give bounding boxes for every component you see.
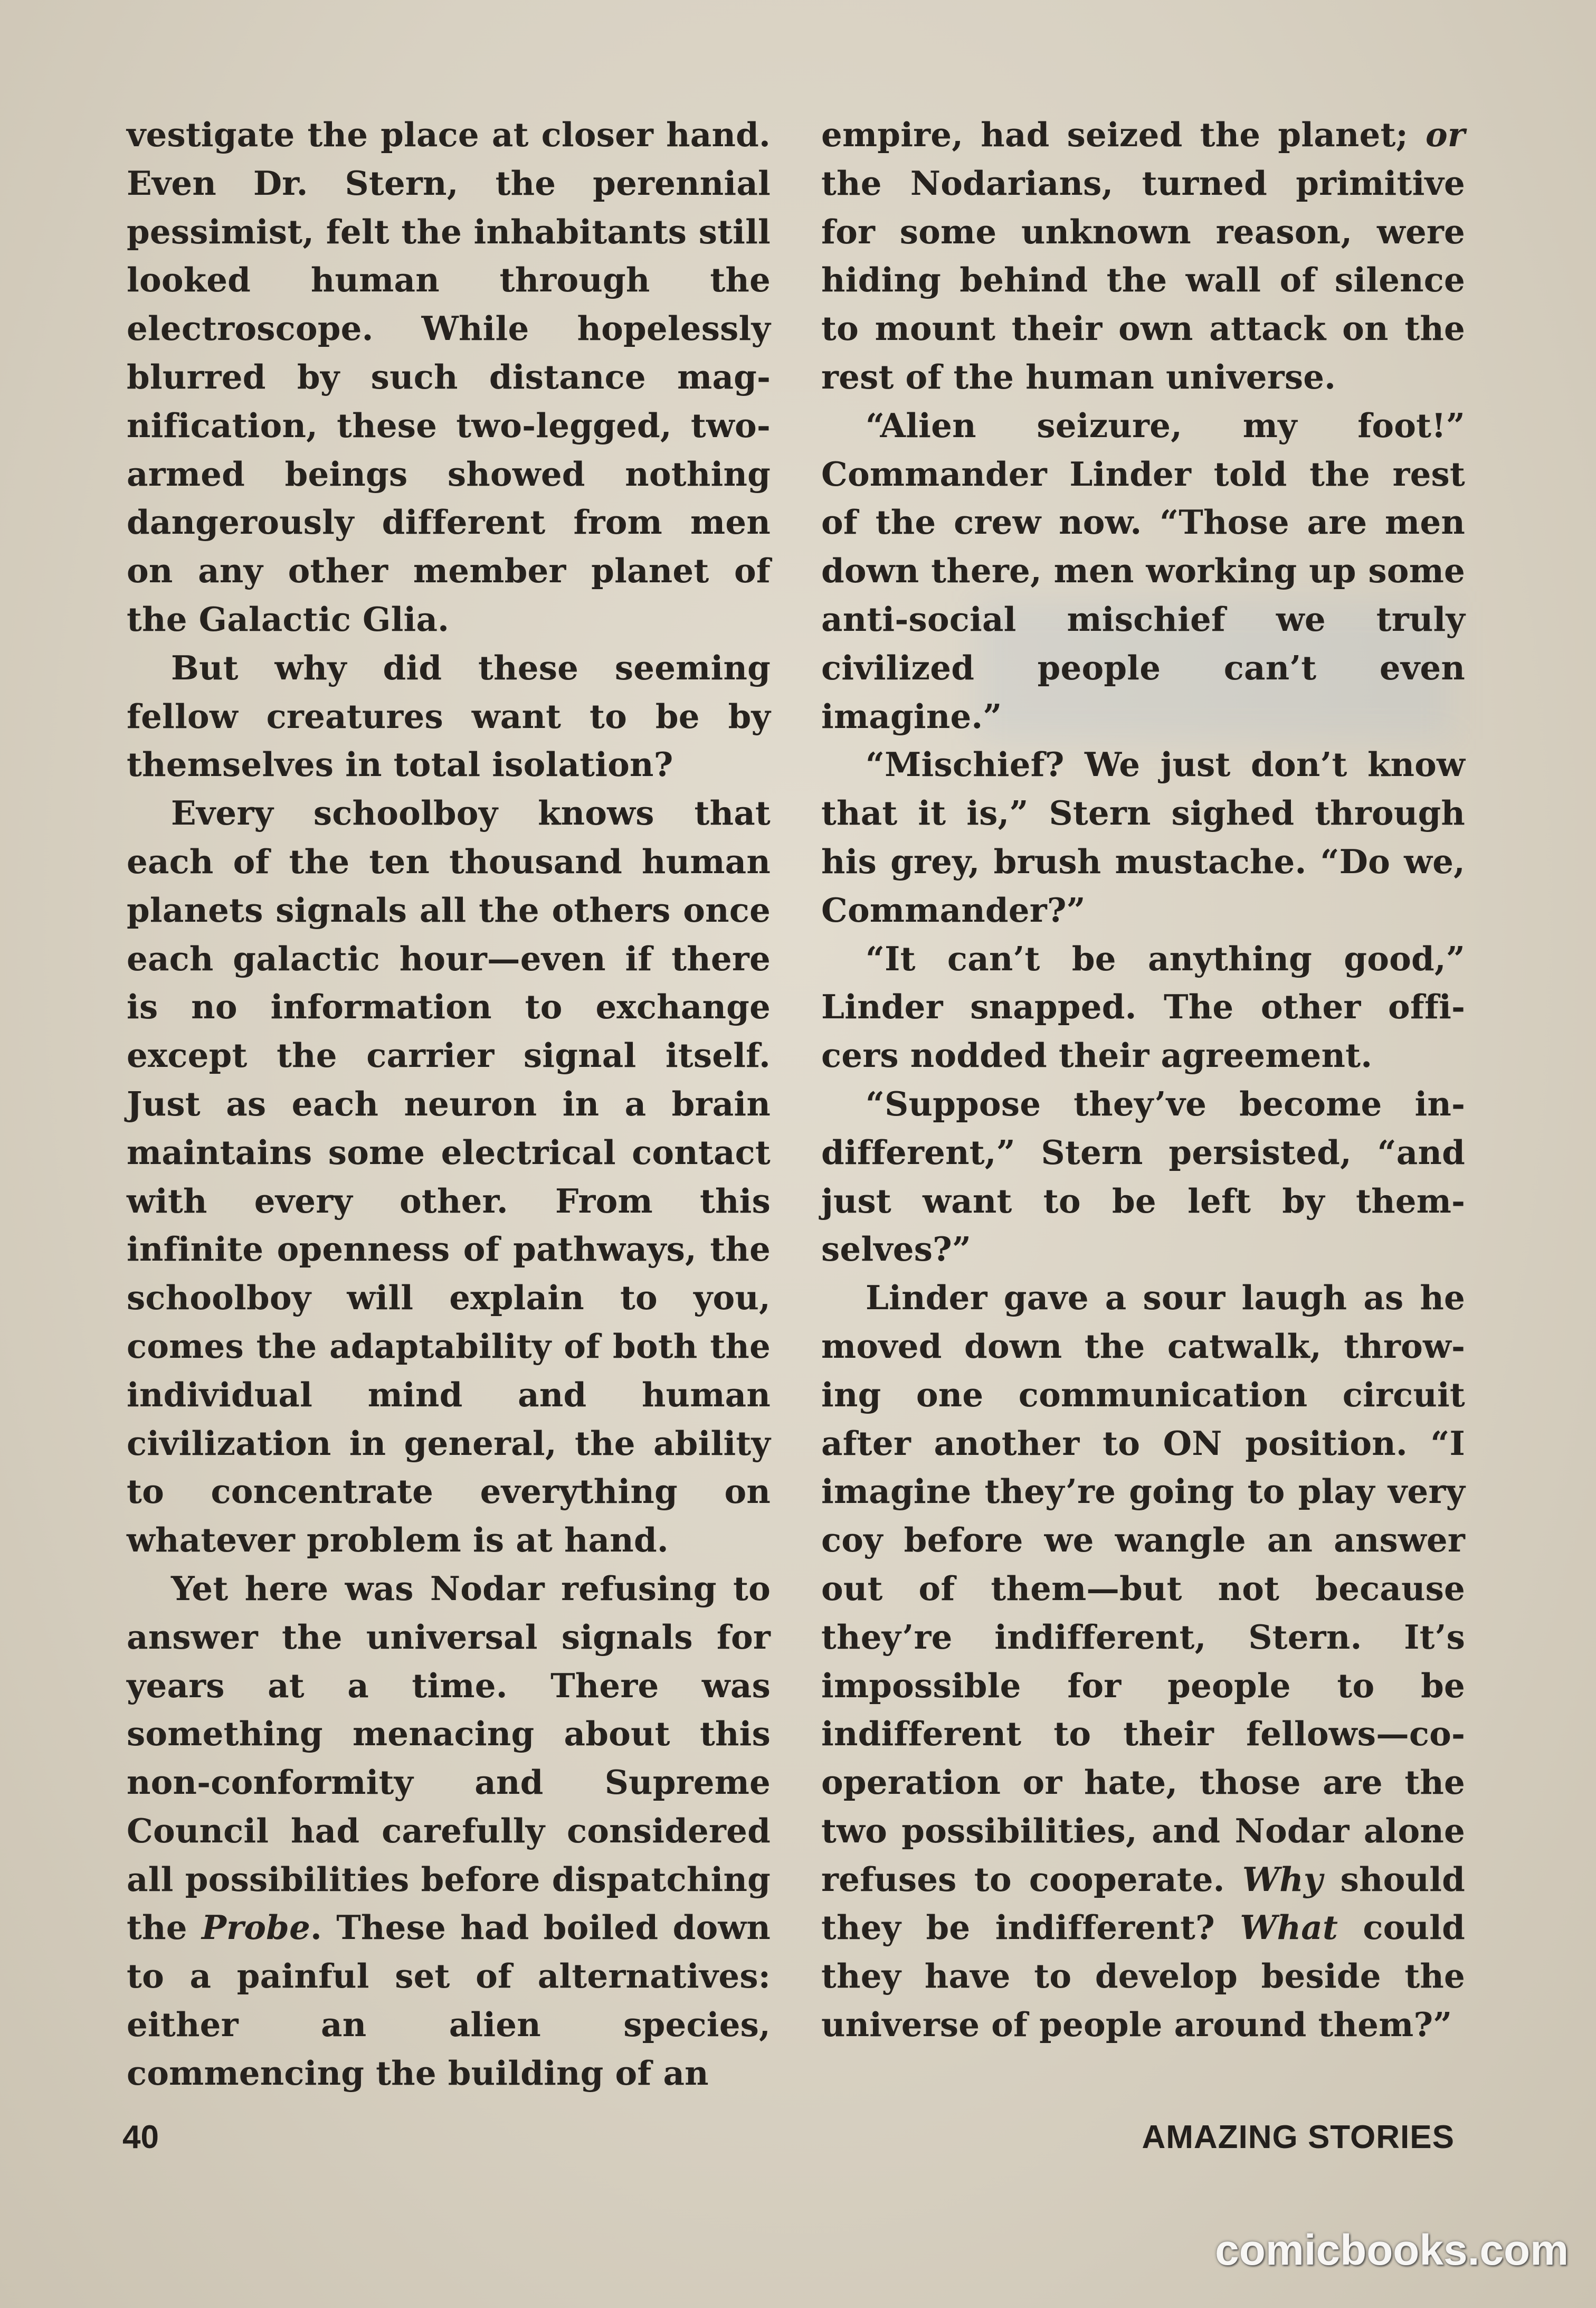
text-run: empire, had seized the planet;	[821, 115, 1426, 154]
text-run: the Nodarians, turned primitive for some unknown reason, were hiding behind the wall of silence to mount their own attack on the rest of the human universe.	[821, 163, 1465, 396]
paragraph	[821, 111, 1465, 402]
right-column	[821, 111, 1465, 2049]
magazine-title: AMAZING STORIES	[1142, 2119, 1455, 2155]
text-run: . These had boiled down to a painful set of alternatives: either an alien species, commencing the building of an	[127, 1908, 771, 2093]
paragraph: Every schoolboy knows that each of the ten thousand human planets signals all the others once each galactic hour—even if there is no information to exchange except the carrier signal itself. Just as each neuron in a brain maintains some electrical contact with every other. From this infinite openness of pathways, the schoolboy will explain to you, comes the adaptability of both the individual mind and human civilization in general, the ability to concentrate everything on whatever problem is at hand.	[127, 793, 771, 1560]
italic-word: or	[1425, 115, 1465, 154]
italic-word: What	[1240, 1908, 1338, 1947]
page-number: 40	[122, 2119, 159, 2155]
paragraph: “It can’t be anything good,” Linder snapped. The other officers nodded their agreement.	[821, 939, 1465, 1075]
watermark: comicbooks.com	[1215, 2226, 1569, 2274]
paragraph: “Mischief? We just don’t know that it is,” Stern sighed through his grey, brush mustache. “Do we, Commander?”	[821, 745, 1465, 930]
left-column	[127, 111, 771, 2098]
text-run: Linder gave a sour laugh as he moved down the catwalk, throwing one communication circuit after another to ON position. “I imagine they’re going to play very coy before we wangle an answer out of them—but not because they’re indifferent, Stern. It’s impossible for people to be indifferent to their fellows—cooperation or hate, those are the two possibilities, and Nodar alone refuses to cooperate.	[821, 1278, 1465, 1899]
paragraph: “Alien seizure, my foot!” Commander Linder told the rest of the crew now. “Those are men down there, men working up some anti-social mischief we truly civilized people can’t even imagine.”	[821, 405, 1465, 736]
italic-ship-name: Probe	[201, 1908, 311, 1947]
text-run: could they have to develop beside the universe of people around them?”	[821, 1908, 1466, 2045]
paragraph: vestigate the place at closer hand. Even Dr. Stern, the perennial pessimist, felt the inhabitants still looked human through the electroscope. While hopelessly blurred by such distance magnification, these two-legged, two-armed beings showed nothing dangerously different from men on any other member planet of the Galactic Glia.	[127, 115, 771, 639]
paragraph: “Suppose they’ve become indifferent,” Stern persisted, “and just want to be left by themselves?”	[821, 1084, 1465, 1269]
text-run: Yet here was Nodar refusing to answer the universal signals for years at a time. There was something menacing about this non-conformity and Supreme Council had carefully considered all possibilities before dispatching the	[127, 1568, 771, 1947]
text-run: should they be indifferent?	[821, 1859, 1466, 1947]
paragraph	[127, 1565, 771, 2098]
italic-word: Why	[1242, 1859, 1323, 1899]
paragraph	[821, 1274, 1465, 2049]
paragraph: But why did these seeming fellow creatures want to be by themselves in total isolation?	[127, 648, 771, 784]
